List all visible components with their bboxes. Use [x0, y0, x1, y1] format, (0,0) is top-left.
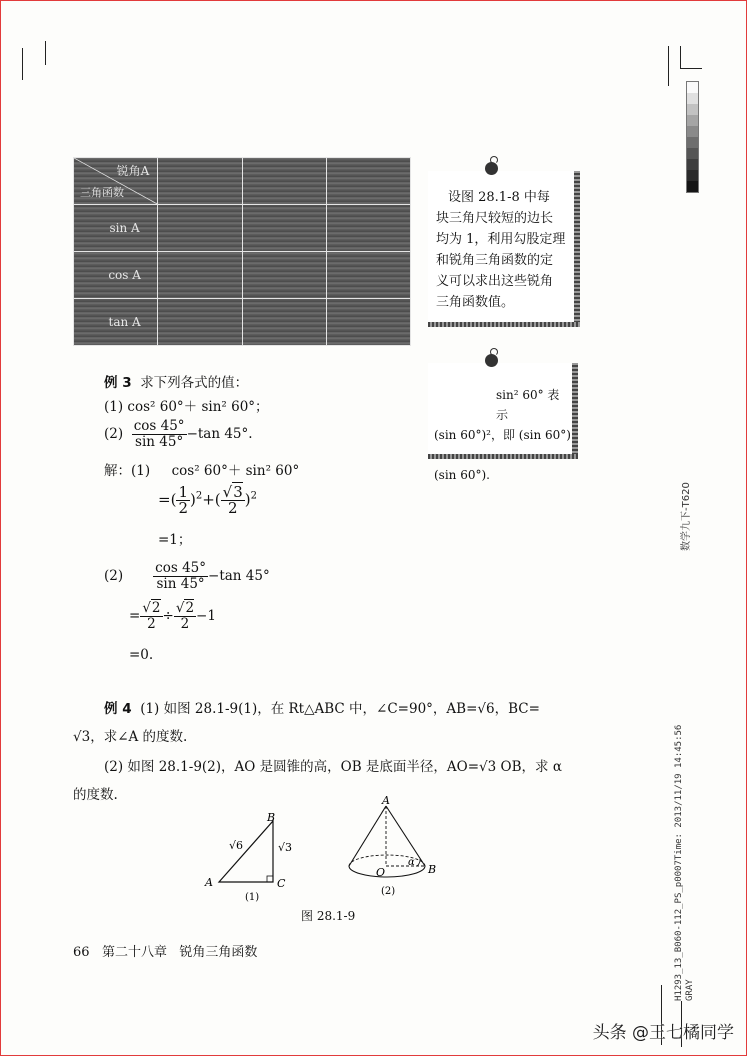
solution-step: [104, 561, 270, 592]
fraction: [132, 419, 187, 450]
denominator: sin 45°: [156, 576, 205, 592]
numerator: cos 45°: [155, 560, 207, 576]
exponent: 2: [250, 490, 257, 502]
vertex-A: A: [205, 876, 213, 889]
vertex-O: O: [376, 866, 386, 879]
trig-value-table: [73, 157, 411, 346]
vertex-B: B: [428, 863, 437, 876]
side-AB-label: √6: [229, 839, 244, 852]
fraction: $\frac{√3}{2}$: [222, 483, 243, 517]
solution-step: =( $\frac{1}{2}$ )$^2$+( $\frac{√3}{2}$ )$^2$: [158, 483, 257, 517]
denominator: 2: [180, 616, 190, 632]
page-footer: [73, 941, 257, 960]
figure-right-triangle: [201, 809, 311, 904]
note-line: 三角函数值。: [436, 295, 515, 310]
gray-scale-bar: [686, 81, 699, 193]
plus-sign: +: [202, 490, 215, 509]
table-cell: [326, 252, 410, 299]
vertex-B: B: [267, 811, 276, 824]
divide-sign: ÷: [162, 608, 174, 624]
note-line: 均为 1，利用勾股定理: [436, 232, 566, 247]
expression: −tan 45°: [208, 568, 270, 584]
figure-cone: [341, 794, 451, 904]
crop-mark: [680, 46, 681, 68]
numerator: 1: [178, 483, 188, 501]
example-title: 求下列各式的值：: [140, 375, 249, 391]
note-line: 义可以求出这些锐角: [436, 274, 554, 289]
radicand: 2: [185, 600, 195, 616]
note-line: sin² 60° 表 示: [496, 388, 560, 422]
fraction: $\frac{√2}{2}$: [175, 600, 195, 632]
example4-part2-cont: 的度数.: [73, 787, 118, 803]
note-line: (sin 60°).: [434, 468, 490, 482]
example3-heading: [104, 371, 248, 391]
note-border: [574, 171, 580, 327]
item-number: (2): [104, 568, 124, 584]
denominator: sin 45°: [135, 434, 184, 450]
solution-step: =0.: [129, 647, 154, 663]
equals-sign: =: [129, 608, 141, 624]
crop-mark: [22, 48, 23, 80]
problem-text: (1) 如图 28.1-9(1)，在 Rt△ABC 中，∠C=90°，AB=√6，BC=: [140, 701, 540, 717]
table-cell: [158, 158, 242, 205]
note-border: [572, 363, 578, 459]
table-cell: [158, 205, 242, 252]
expression: cos² 60°＋ sin² 60°: [171, 463, 300, 479]
expression: cos² 60°＋ sin² 60°；: [127, 399, 269, 415]
lightbulb-icon: [485, 162, 498, 175]
equals-sign: =: [158, 490, 171, 509]
side-note-notation: [428, 363, 578, 482]
table-cell: [158, 252, 242, 299]
exponent: 2: [195, 490, 203, 502]
table-cell: [242, 158, 326, 205]
example3-q1: [104, 395, 269, 415]
row-label-sin: sin A: [74, 205, 158, 252]
watermark: 头条 @王七橘同学: [592, 1023, 734, 1043]
row-label-tan: tan A: [74, 299, 158, 346]
numerator: cos 45°: [133, 418, 185, 434]
radicand: 2: [151, 600, 161, 616]
angle-alpha: α: [408, 857, 415, 868]
side-note-hint: [428, 171, 580, 327]
color-mode: GRAY: [685, 979, 695, 1001]
note-border: [428, 454, 578, 459]
table-cell: [326, 299, 410, 346]
expression: −tan 45°.: [186, 426, 253, 442]
fraction: $\frac{√2}{2}$: [142, 600, 161, 632]
note-line: (sin 60°)²，即 (sin 60°): [434, 428, 571, 442]
header-function: 三角函数: [80, 186, 124, 199]
radicand: 3: [233, 483, 243, 501]
note-line: 设图 28.1-8 中每: [448, 190, 550, 205]
example-label: 例 3: [104, 375, 132, 391]
table-cell: [326, 205, 410, 252]
figure-sub-caption: (2): [381, 886, 396, 897]
fraction: [153, 561, 208, 592]
item-number: (2): [104, 426, 124, 442]
crop-mark: [45, 41, 46, 65]
example4-part1-cont: √3，求∠A 的度数.: [73, 729, 188, 745]
item-number: (1): [104, 399, 124, 415]
example4-part1: [104, 697, 540, 717]
note-line: 块三角尺较短的边长: [436, 211, 554, 226]
denominator: 2: [147, 616, 156, 632]
solution-step: =1；: [158, 532, 192, 548]
figure-caption: 图 28.1-9: [301, 909, 356, 923]
table-header-cell: [74, 158, 158, 205]
table-cell: [242, 205, 326, 252]
example-label: 例 4: [104, 701, 132, 717]
expression: −1: [196, 608, 216, 624]
fraction: [176, 485, 190, 516]
table-cell: [242, 299, 326, 346]
table-cell: [242, 252, 326, 299]
vertex-C: C: [277, 877, 286, 890]
lightbulb-icon: [485, 354, 498, 367]
solution-label: 解：(1): [104, 463, 151, 479]
example4-part2: (2) 如图 28.1-9(2)，AO 是圆锥的高，OB 是底面半径，AO=√3 OB，求 α: [104, 759, 562, 775]
chapter-title: 锐角三角函数: [179, 945, 258, 960]
row-label-cos: cos A: [74, 252, 158, 299]
denominator: 2: [178, 499, 188, 517]
note-border: [428, 322, 580, 327]
denominator: 2: [227, 499, 238, 517]
header-angle: 锐角A: [116, 164, 150, 178]
crop-mark: [680, 68, 702, 69]
job-info: H1293_13_B060-112_PS_p0007Time: 2013/11/19 14:45:56: [674, 724, 684, 1001]
note-line: 和锐角三角函数的定: [436, 253, 554, 268]
solution-step: [129, 601, 216, 632]
side-BC-label: √3: [278, 841, 293, 854]
figure-sub-caption: (1): [245, 892, 260, 903]
vertex-A: A: [382, 794, 390, 807]
table-cell: [158, 299, 242, 346]
table-cell: [326, 158, 410, 205]
example3-q2: [104, 419, 253, 450]
book-code: 数学九下-T620: [681, 482, 692, 551]
page-number: 66: [73, 945, 90, 960]
chapter-number: 第二十八章: [101, 945, 167, 960]
solution-step: [104, 459, 299, 479]
crop-mark: [668, 46, 669, 86]
